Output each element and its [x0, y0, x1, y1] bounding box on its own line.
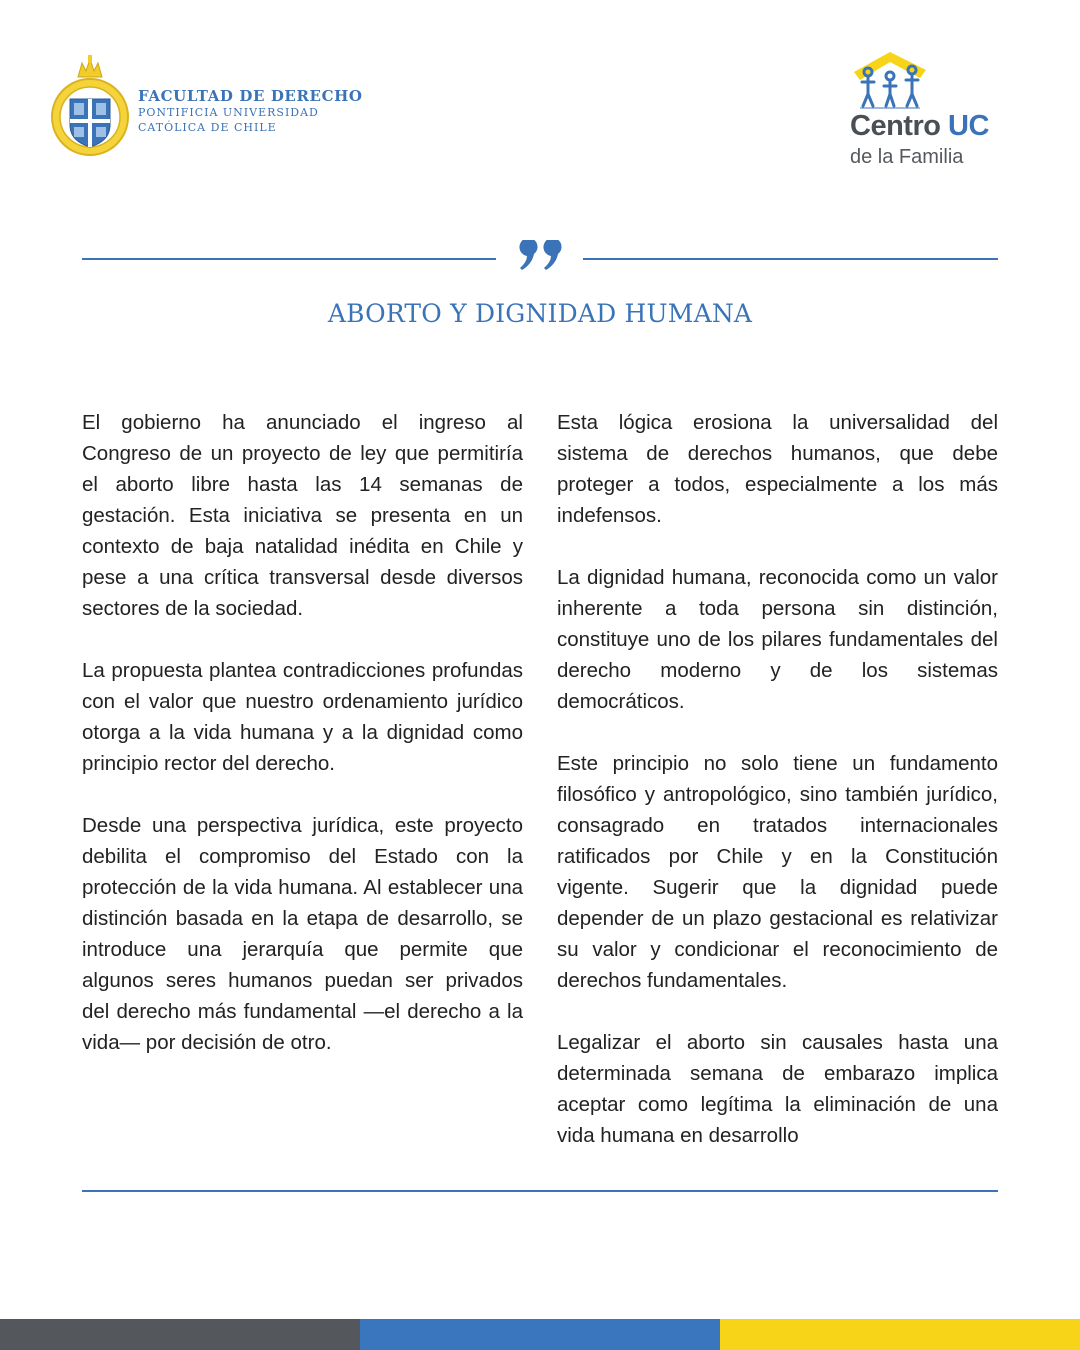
- right-paragraph: La dignidad humana, reconocida como un valor inherente a toda persona sin distinción, constituye uno de los pilares fundamentales del derecho moderno y de los sistemas democráticos.: [557, 566, 998, 713]
- left-paragraph: El gobierno ha anunciado el ingreso al Congreso de un proyecto de ley que permitiría el aborto libre hasta las 14 semanas de gestación. Esta iniciativa se presenta en un contexto de baja natalidad inédita en Chile y pese a una crítica transversal desde diversos sectores de la sociedad.: [82, 411, 523, 620]
- divider-right: [583, 258, 998, 260]
- right-paragraph: Esta lógica erosiona la universalidad del sistema de derechos humanos, que debe proteger a todos, especialmente a los más indefensos.: [557, 411, 998, 527]
- bottom-divider: [82, 1190, 998, 1192]
- article-title: ABORTO Y DIGNIDAD HUMANA: [327, 299, 753, 328]
- faculty-title: FACULTAD DE DERECHO: [138, 87, 363, 105]
- right-paragraph: Este principio no solo tiene un fundamento filosófico y antropológico, sino también jurídico, consagrado en tratados internacionales ratificados por Chile y en la Constitución vigente. Sugerir que la dignidad puede depender de un plazo gestacional es relativizar su valor y condicionar el reconocimiento de derechos fundamentales.: [557, 752, 998, 992]
- centro-wordmark: [850, 110, 989, 143]
- faculty-line-2: CATÓLICA DE CHILE: [138, 121, 277, 134]
- centro-uc: UC: [948, 110, 989, 142]
- centro-uc-logo: [850, 50, 1020, 170]
- university-seal-icon: [50, 55, 130, 159]
- right-column: [557, 407, 998, 1182]
- left-paragraph: La propuesta plantea contradicciones profundas con el valor que nuestro ordenamiento jurídico otorga a la vida humana y a la dignidad como principio rector del derecho.: [82, 659, 523, 775]
- divider-left: [82, 258, 496, 260]
- left-paragraph: Desde una perspectiva jurídica, este proyecto debilita el compromiso del Estado con la protección de la vida humana. Al establecer una distinción basada en la etapa de desarrollo, se introduce una jerarquía que permite que algunos seres humanos puedan ser privados del derecho más fundamental —el derecho a la vida— por decisión de otro.: [82, 814, 523, 1054]
- family-icon: [850, 50, 930, 110]
- footer-strip-gray: [0, 1319, 360, 1350]
- faculty-line-1: PONTIFICIA UNIVERSIDAD: [138, 106, 319, 119]
- centro-word: Centro: [850, 110, 941, 142]
- footer-strip-blue: [360, 1319, 720, 1350]
- left-column: [82, 407, 523, 1089]
- right-paragraph: Legalizar el aborto sin causales hasta una determinada semana de embarazo implica aceptar como legítima la eliminación de una vida humana en desarrollo: [557, 1031, 998, 1147]
- centro-subtitle: de la Familia: [850, 146, 964, 168]
- quote-icon: [516, 240, 566, 274]
- faculty-logo: [50, 55, 363, 159]
- footer-strip-yellow: [720, 1319, 1080, 1350]
